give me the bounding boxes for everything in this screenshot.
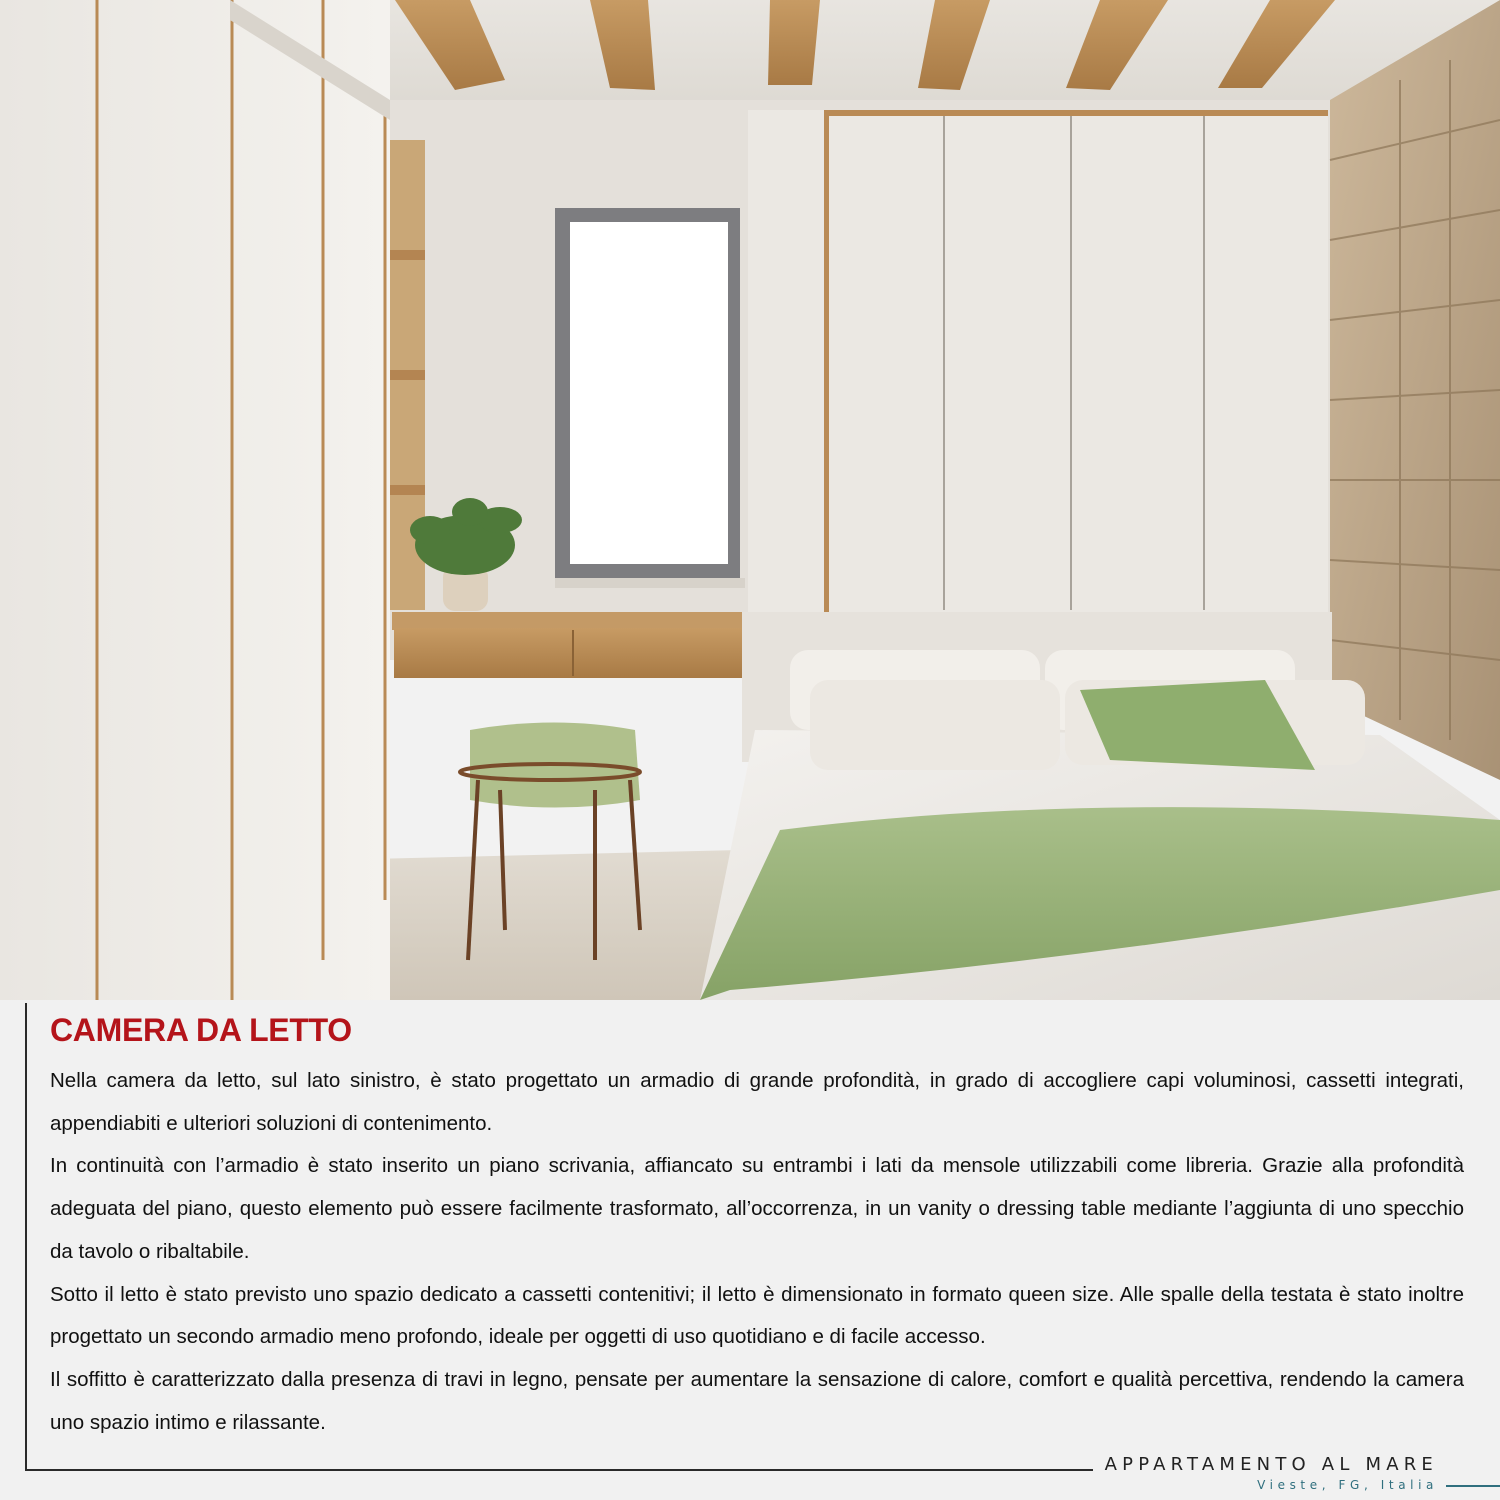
- section-title: CAMERA DA LETTO: [50, 1012, 352, 1048]
- accent-line: [1446, 1485, 1500, 1487]
- paragraph: Nella camera da letto, sul lato sinistro, è stato progettato un armadio di grande profondità, in grado di accogliere capi voluminosi, cassetti integrati, appendiabiti e ulteriori soluzioni di contenimento.: [50, 1069, 1464, 1135]
- paragraph: In continuità con l’armadio è stato inserito un piano scrivania, affiancato su entrambi i lati da mensole utilizzabili come libreria. Grazie alla profondità adeguata del piano, questo elemento può essere facilmente trasformato, all’occorrenza, in un vanity o dressing table mediante l’aggiunta di uno specchio da tavolo o ribaltabile.: [50, 1154, 1464, 1263]
- frame-line-left: [25, 1003, 27, 1471]
- paragraph: Il soffitto è caratterizzato dalla presenza di travi in legno, pensate per aumentare la sensazione di calore, comfort e qualità percettiva, rendendo la camera uno spazio intimo e rilassante.: [50, 1367, 1464, 1434]
- description-text: [50, 1060, 1464, 1444]
- frame-line-bottom: [25, 1469, 1093, 1471]
- paragraph: Sotto il letto è stato previsto uno spazio dedicato a cassetti contenitivi; il letto è dimensionato in formato queen size. Alle spalle della testata è stato inoltre progettato un secondo armadio meno profondo, ideale per oggetti di uso quotidiano e di facile accesso.: [50, 1282, 1464, 1349]
- project-location: Vieste, FG, Italia: [1257, 1478, 1438, 1492]
- project-name: APPARTAMENTO AL MARE: [1104, 1454, 1438, 1475]
